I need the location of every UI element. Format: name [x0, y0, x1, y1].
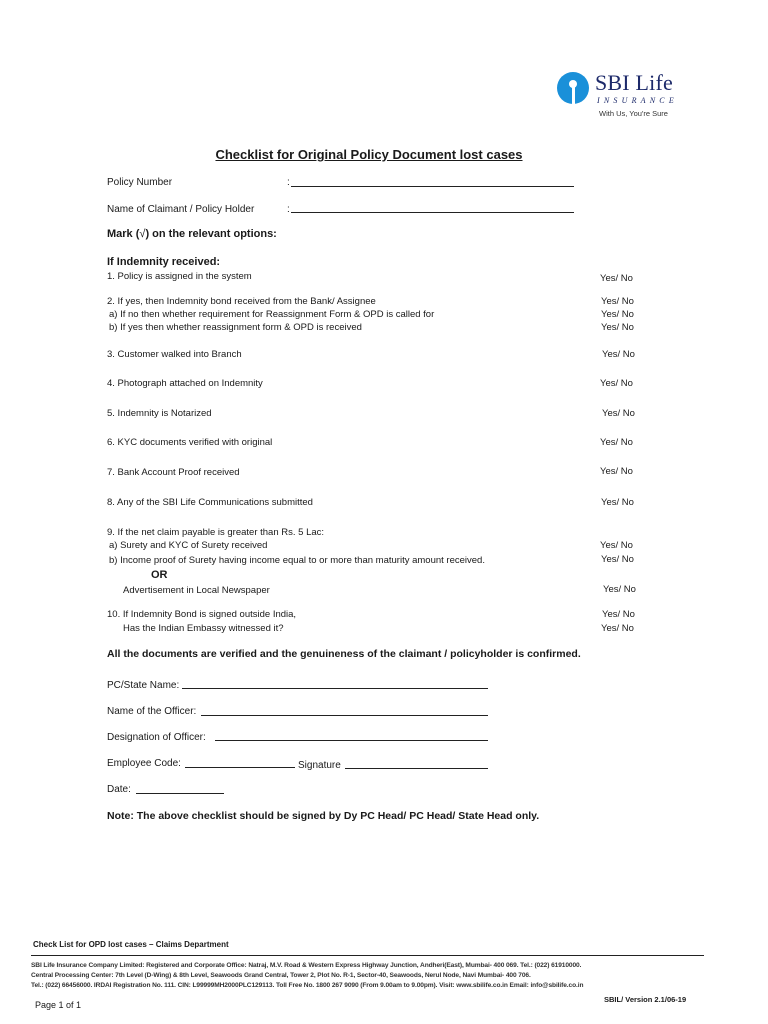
- confirmation-text: All the documents are verified and the genuineness of the claimant / policyholder is confirmed.: [107, 648, 581, 660]
- item-5-yes-no[interactable]: Yes/ No: [602, 408, 635, 419]
- logo-brand: SBI Life: [595, 70, 673, 95]
- item-9-advertisement: Advertisement in Local Newspaper: [123, 585, 270, 596]
- claimant-name-field[interactable]: [291, 212, 574, 213]
- logo-tagline: With Us, You're Sure: [599, 109, 668, 118]
- item-9a: a) Surety and KYC of Surety received: [109, 540, 268, 551]
- version-label: SBIL/ Version 2.1/06-19: [604, 995, 687, 1004]
- item-4: 4. Photograph attached on Indemnity: [107, 378, 263, 389]
- logo-sub: INSURANCE: [597, 96, 678, 105]
- footer-divider: [31, 955, 704, 956]
- item-10-embassy: Has the Indian Embassy witnessed it?: [123, 623, 284, 634]
- item-1-yes-no[interactable]: Yes/ No: [600, 273, 633, 284]
- employee-code-field[interactable]: [185, 767, 295, 768]
- claimant-name-label: Name of Claimant / Policy Holder: [107, 204, 255, 215]
- item-9b-yes-no[interactable]: Yes/ No: [601, 554, 634, 565]
- item-8: 8. Any of the SBI Life Communications submitted: [107, 497, 313, 508]
- designation-label: Designation of Officer:: [107, 732, 206, 743]
- note-text: Note: The above checklist should be signed by Dy PC Head/ PC Head/ State Head only.: [107, 810, 540, 822]
- pc-state-label: PC/State Name:: [107, 680, 180, 691]
- item-7: 7. Bank Account Proof received: [107, 467, 240, 478]
- or-label: OR: [151, 569, 168, 581]
- designation-field[interactable]: [215, 740, 488, 741]
- item-2b: b) If yes then whether reassignment form & OPD is received: [109, 322, 362, 333]
- policy-number-label: Policy Number: [107, 177, 173, 188]
- item-9b: b) Income proof of Surety having income equal to or more than maturity amount received.: [109, 555, 485, 566]
- footer-line-3: Tel.: (022) 66456000. IRDAI Registration No. 111. CIN: L99999MH2000PLC129113. Toll Free No. 1800 267 9090 (From 9.00am to 9.00pm). Visit: www.sbilife.co.in Email: info@sbilife.co.in: [31, 982, 584, 989]
- item-4-yes-no[interactable]: Yes/ No: [600, 378, 633, 389]
- item-2b-yes-no[interactable]: Yes/ No: [601, 322, 634, 333]
- item-5: 5. Indemnity is Notarized: [107, 408, 212, 419]
- section-heading: If Indemnity received:: [107, 256, 221, 268]
- item-2: 2. If yes, then Indemnity bond received from the Bank/ Assignee: [107, 296, 376, 307]
- item-2a: a) If no then whether requirement for Reassignment Form & OPD is called for: [109, 309, 435, 320]
- item-2a-yes-no[interactable]: Yes/ No: [601, 309, 634, 320]
- item-6: 6. KYC documents verified with original: [107, 437, 273, 448]
- signature-field[interactable]: [345, 768, 488, 769]
- item-10-embassy-yes-no[interactable]: Yes/ No: [601, 623, 634, 634]
- mark-instruction: Mark (√) on the relevant options:: [107, 228, 277, 240]
- officer-name-field[interactable]: [201, 715, 488, 716]
- check-mark-icon: √: [139, 228, 146, 240]
- footer-line-1: SBI Life Insurance Company Limited: Registered and Corporate Office: Natraj, M.V. Road & Western Express Highway Junction, Andheri(East), Mumbai- 400 069. Tel.: (022) 61910000.: [31, 962, 582, 969]
- item-3-yes-no[interactable]: Yes/ No: [602, 349, 635, 360]
- item-1: 1. Policy is assigned in the system: [107, 271, 252, 282]
- item-10: 10. If Indemnity Bond is signed outside India,: [107, 609, 297, 620]
- sbi-keyhole-icon: [557, 72, 589, 104]
- claimant-name-colon: :: [287, 204, 290, 215]
- date-field[interactable]: [136, 793, 224, 794]
- item-2-yes-no[interactable]: Yes/ No: [601, 296, 634, 307]
- date-label: Date:: [107, 784, 131, 795]
- pc-state-field[interactable]: [182, 688, 488, 689]
- policy-number-field[interactable]: [291, 186, 574, 187]
- policy-number-colon: :: [287, 177, 290, 188]
- page-title: Checklist for Original Policy Document lost cases: [215, 147, 523, 162]
- page-number: Page 1 of 1: [35, 1000, 82, 1010]
- item-10-yes-no[interactable]: Yes/ No: [602, 609, 635, 620]
- item-7-yes-no[interactable]: Yes/ No: [600, 466, 633, 477]
- signature-label: Signature: [298, 760, 341, 771]
- employee-code-label: Employee Code:: [107, 758, 181, 769]
- item-9: 9. If the net claim payable is greater than Rs. 5 Lac:: [107, 527, 325, 538]
- officer-name-label: Name of the Officer:: [107, 706, 197, 717]
- item-9-advertisement-yes-no[interactable]: Yes/ No: [603, 584, 636, 595]
- item-3: 3. Customer walked into Branch: [107, 349, 242, 360]
- item-6-yes-no[interactable]: Yes/ No: [600, 437, 633, 448]
- sbi-life-logo: [557, 70, 697, 120]
- footer-line-2: Central Processing Center: 7th Level (D-Wing) & 8th Level, Seawoods Grand Central, Tower 2, Plot No. R-1, Sector-40, Seawoods, Nerul Node, Navi Mumbai- 400 706.: [31, 972, 531, 979]
- item-8-yes-no[interactable]: Yes/ No: [601, 497, 634, 508]
- footer-department: Check List for OPD lost cases – Claims Department: [33, 940, 229, 949]
- item-9a-yes-no[interactable]: Yes/ No: [600, 540, 633, 551]
